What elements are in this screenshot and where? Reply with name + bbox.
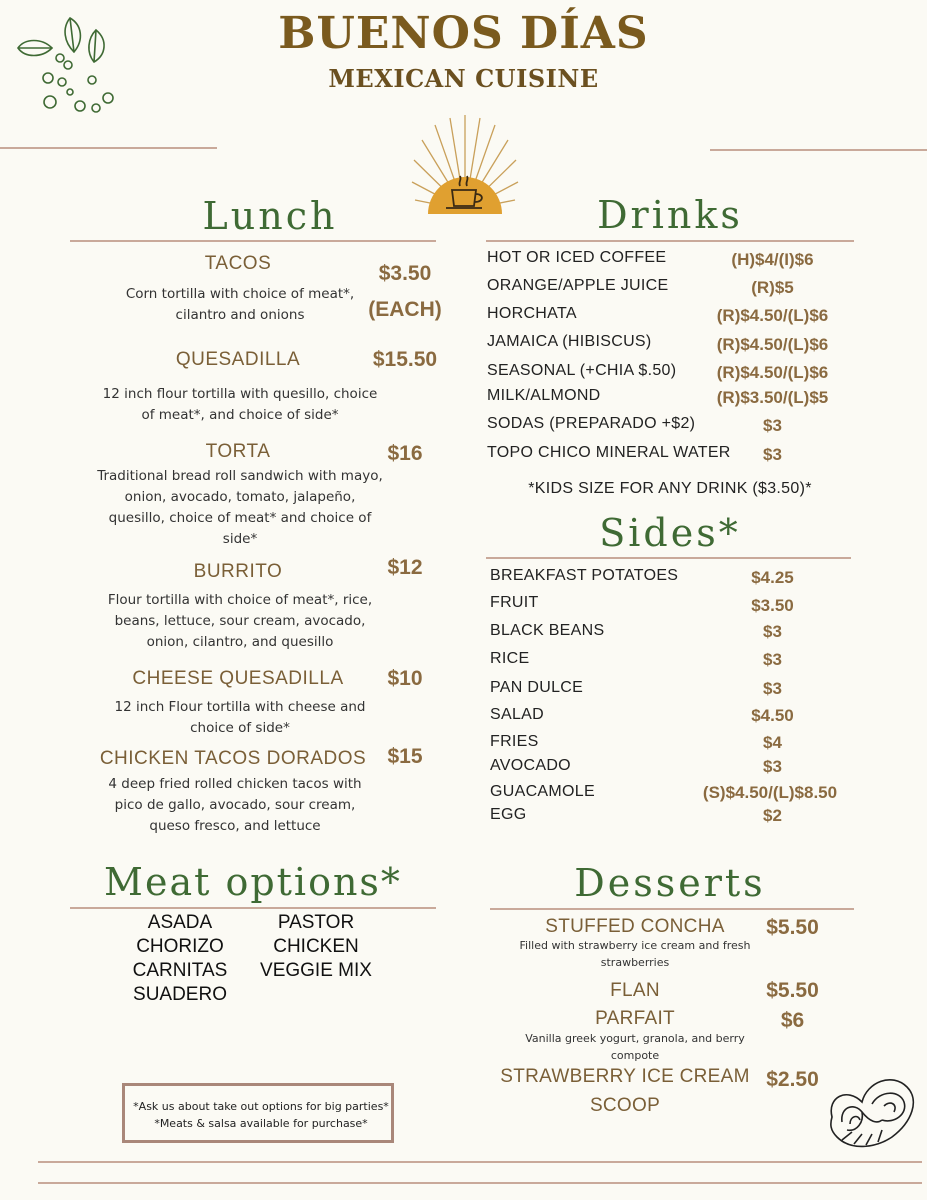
side-name: PAN DULCE xyxy=(490,679,584,696)
side-price: $4.50 xyxy=(751,706,794,725)
notes-box xyxy=(122,1083,394,1143)
sides-rule xyxy=(486,557,851,559)
drink-name: TOPO CHICO MINERAL WATER xyxy=(487,444,731,461)
lunch-item-price: $3.50 xyxy=(378,262,432,285)
side-name: SALAD xyxy=(490,706,544,723)
drink-price: (R)$5 xyxy=(751,278,794,297)
lunch-item-desc: 4 deep fried rolled chicken tacos with pico de gallo, avocado, sour cream, queso fresco, and lettuce xyxy=(108,776,362,834)
drink-name: JAMAICA (HIBISCUS) xyxy=(487,333,652,350)
side-price: $3 xyxy=(763,622,782,641)
drink-price: (R)$4.50/(L)$6 xyxy=(716,306,829,325)
lunch-item-price: $15 xyxy=(387,745,423,768)
lunch-item-price: $10 xyxy=(387,667,423,690)
dessert-desc: Filled with strawberry ice cream and fresh strawberries xyxy=(519,939,751,969)
meats-salsa-note: *Meats & salsa available for purchase* xyxy=(154,1117,368,1130)
dessert-price: $5.50 xyxy=(766,916,819,939)
drink-price: $3 xyxy=(763,416,782,435)
lunch-item-name: BURRITO xyxy=(193,561,283,582)
side-name: FRIES xyxy=(490,733,539,750)
restaurant-subtitle: MEXICAN CUISINE xyxy=(328,64,599,93)
lunch-item-name: TORTA xyxy=(205,441,271,462)
lunch-item-name: CHEESE QUESADILLA xyxy=(132,668,344,689)
meat-column-1: ASADA CHORIZO CARNITAS SUADERO xyxy=(132,912,228,1005)
sides-heading: Sides* xyxy=(599,511,741,555)
dessert-name-line-2: SCOOP xyxy=(589,1095,661,1116)
lunch-item-desc: 12 inch Flour tortilla with cheese and choice of side* xyxy=(114,699,366,736)
lunch-item-price-note: (EACH) xyxy=(368,298,442,321)
dessert-name: FLAN xyxy=(610,980,660,1001)
header-rule-right xyxy=(710,149,927,151)
lunch-item-price: $16 xyxy=(387,442,423,465)
lunch-item-desc: Corn tortilla with choice of meat*, cilantro and onions xyxy=(125,286,355,323)
side-name: GUACAMOLE xyxy=(490,783,595,800)
dessert-desc: Vanilla greek yogurt, granola, and berry compote xyxy=(525,1032,745,1062)
dessert-name: STUFFED CONCHA xyxy=(545,916,725,937)
desserts-rule xyxy=(490,908,854,910)
side-name: AVOCADO xyxy=(490,757,571,774)
drink-name: SODAS (PREPARADO +$2) xyxy=(487,415,696,432)
lunch-item-price: $15.50 xyxy=(372,348,438,371)
side-price: $3.50 xyxy=(751,596,794,615)
side-name: EGG xyxy=(490,806,527,823)
lunch-item-desc: 12 inch flour tortilla with quesillo, choice of meat*, and choice of side* xyxy=(102,386,378,423)
lunch-item-name: QUESADILLA xyxy=(175,349,301,370)
meat-column-2: PASTOR CHICKEN VEGGIE MIX xyxy=(260,912,372,981)
side-price: $3 xyxy=(763,679,782,698)
lunch-rule xyxy=(70,240,436,242)
side-price: $4 xyxy=(763,733,782,752)
drink-name: MILK/ALMOND xyxy=(487,387,601,404)
dessert-price: $5.50 xyxy=(766,979,819,1002)
drink-name: SEASONAL (+CHIA $.50) xyxy=(487,362,677,379)
drink-price: (H)$4/(I)$6 xyxy=(731,250,814,269)
takeout-note: *Ask us about take out options for big parties* xyxy=(133,1100,389,1113)
lunch-item-desc: Flour tortilla with choice of meat*, rice, beans, lettuce, sour cream, avocado, onion, cilantro, and quesillo xyxy=(107,592,373,650)
side-name: BLACK BEANS xyxy=(490,622,605,639)
dessert-price: $2.50 xyxy=(766,1068,819,1091)
footer-rule-2 xyxy=(38,1182,922,1184)
drink-price: (R)$3.50/(L)$5 xyxy=(716,388,829,407)
drinks-rule xyxy=(486,240,854,242)
header-rule-left xyxy=(0,147,217,149)
dessert-name: STRAWBERRY ICE CREAM xyxy=(500,1066,750,1087)
side-price: $4.25 xyxy=(751,568,794,587)
side-name: RICE xyxy=(490,650,530,667)
drink-name: HOT OR ICED COFFEE xyxy=(487,249,667,266)
kids-drink-note: *KIDS SIZE FOR ANY DRINK ($3.50)* xyxy=(528,480,812,497)
side-name: BREAKFAST POTATOES xyxy=(490,567,679,584)
drink-price: $3 xyxy=(763,445,782,464)
drink-name: HORCHATA xyxy=(487,305,577,322)
dessert-name: PARFAIT xyxy=(595,1008,675,1029)
side-price: $2 xyxy=(763,806,782,825)
lunch-item-name: CHICKEN TACOS DORADOS xyxy=(99,748,367,769)
palmier-pastry-icon xyxy=(822,1062,922,1157)
drinks-heading: Drinks xyxy=(597,193,743,237)
restaurant-name: BUENOS DÍAS xyxy=(278,8,649,59)
drink-price: (R)$4.50/(L)$6 xyxy=(716,363,829,382)
lunch-item-price: $12 xyxy=(387,556,423,579)
side-price: $3 xyxy=(763,757,782,776)
drink-price: (R)$4.50/(L)$6 xyxy=(716,335,829,354)
lunch-heading: Lunch xyxy=(202,194,338,238)
dessert-price: $6 xyxy=(780,1009,805,1032)
side-price: $3 xyxy=(763,650,782,669)
drink-name: ORANGE/APPLE JUICE xyxy=(487,277,669,294)
side-name: FRUIT xyxy=(490,594,539,611)
side-price: (S)$4.50/(L)$8.50 xyxy=(702,783,838,802)
desserts-heading: Desserts xyxy=(574,861,766,905)
meat-rule xyxy=(70,907,436,909)
meat-options-heading: Meat options* xyxy=(104,860,402,904)
lunch-item-name: TACOS xyxy=(204,253,272,274)
lunch-item-desc: Traditional bread roll sandwich with mayo, onion, avocado, tomato, jalapeño, quesillo, choice of meat* and choice of side* xyxy=(97,468,383,547)
footer-rule-1 xyxy=(38,1161,922,1163)
